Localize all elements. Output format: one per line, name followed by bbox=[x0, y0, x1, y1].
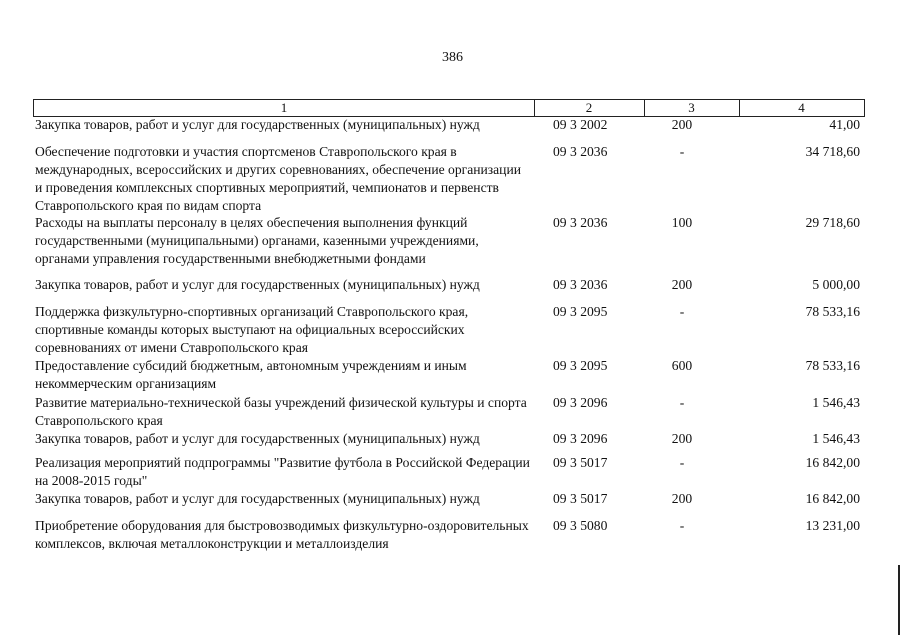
row-description: Расходы на выплаты персоналу в целях обеспечения выполнения функций государственными (муниципальными) органами, казенными учреждениями, органами управления государственными внебюджетными фондами bbox=[35, 215, 479, 266]
row-code: 09 3 2096 bbox=[553, 395, 608, 410]
row-code: 09 3 2096 bbox=[553, 431, 608, 446]
row-sum: 13 231,00 bbox=[805, 518, 860, 533]
row-type: 200 bbox=[671, 431, 693, 446]
row-type: 200 bbox=[671, 277, 693, 292]
row-sum: 78 533,16 bbox=[805, 304, 860, 319]
row-sum: 1 546,43 bbox=[812, 431, 860, 446]
row-description: Приобретение оборудования для быстровозводимых физкультурно-оздоровительных комплексов, включая металлоконструкции и металлоизделия bbox=[35, 518, 529, 551]
page-number: 386 bbox=[442, 50, 463, 65]
row-code: 09 3 2095 bbox=[553, 358, 608, 373]
row-code: 09 3 5017 bbox=[553, 455, 608, 470]
row-type: 100 bbox=[671, 215, 693, 230]
row-sum: 41,00 bbox=[829, 117, 860, 132]
page-edge-line bbox=[898, 565, 900, 635]
table-header bbox=[33, 99, 865, 117]
header-col-4: 4 bbox=[798, 100, 805, 115]
row-code: 09 3 5017 bbox=[553, 491, 608, 506]
row-sum: 1 546,43 bbox=[812, 395, 860, 410]
header-col-2: 2 bbox=[585, 100, 593, 115]
row-description: Закупка товаров, работ и услуг для государственных (муниципальных) нужд bbox=[35, 117, 480, 132]
row-description: Развитие материально-технической базы учреждений физической культуры и спорта Ставропольского края bbox=[35, 395, 527, 428]
row-description: Закупка товаров, работ и услуг для государственных (муниципальных) нужд bbox=[35, 491, 480, 506]
row-description: Обеспечение подготовки и участия спортсменов Ставропольского края в международных, всероссийских и других соревнованиях, обеспечение организации и проведения комплексных спортивных мероприятий, чемпионатов и первенств Ставропольского края по видам спорта bbox=[35, 144, 522, 213]
row-code: 09 3 2036 bbox=[553, 144, 608, 159]
row-description: Предоставление субсидий бюджетным, автономным учреждениям и иным некоммерческим организациям bbox=[35, 358, 467, 391]
row-type: - bbox=[679, 518, 685, 533]
row-sum: 78 533,16 bbox=[805, 358, 860, 373]
row-code: 09 3 2095 bbox=[553, 304, 608, 319]
row-description: Поддержка физкультурно-спортивных организаций Ставропольского края, спортивные команды которых выступают на официальных всероссийских соревнованиях от имени Ставропольского края bbox=[35, 304, 469, 355]
row-sum: 16 842,00 bbox=[805, 455, 860, 470]
row-code: 09 3 2002 bbox=[553, 117, 608, 132]
header-col-1: 1 bbox=[280, 100, 288, 115]
row-description: Закупка товаров, работ и услуг для государственных (муниципальных) нужд bbox=[35, 431, 480, 446]
row-code: 09 3 5080 bbox=[553, 518, 608, 533]
row-sum: 34 718,60 bbox=[805, 144, 860, 159]
header-col-3: 3 bbox=[688, 100, 695, 115]
row-type: 200 bbox=[671, 117, 693, 132]
row-type: - bbox=[679, 455, 685, 470]
row-type: - bbox=[679, 144, 685, 159]
row-type: - bbox=[679, 304, 685, 319]
row-sum: 29 718,60 bbox=[805, 215, 860, 230]
row-sum: 16 842,00 bbox=[805, 491, 860, 506]
row-sum: 5 000,00 bbox=[812, 277, 860, 292]
row-description: Закупка товаров, работ и услуг для государственных (муниципальных) нужд bbox=[35, 277, 480, 292]
row-type: 200 bbox=[671, 491, 693, 506]
row-code: 09 3 2036 bbox=[553, 215, 608, 230]
row-type: 600 bbox=[671, 358, 693, 373]
row-type: - bbox=[679, 395, 685, 410]
row-code: 09 3 2036 bbox=[553, 277, 608, 292]
row-description: Реализация мероприятий подпрограммы "Развитие футбола в Российской Федерации на 2008-2015 годы" bbox=[35, 455, 530, 488]
